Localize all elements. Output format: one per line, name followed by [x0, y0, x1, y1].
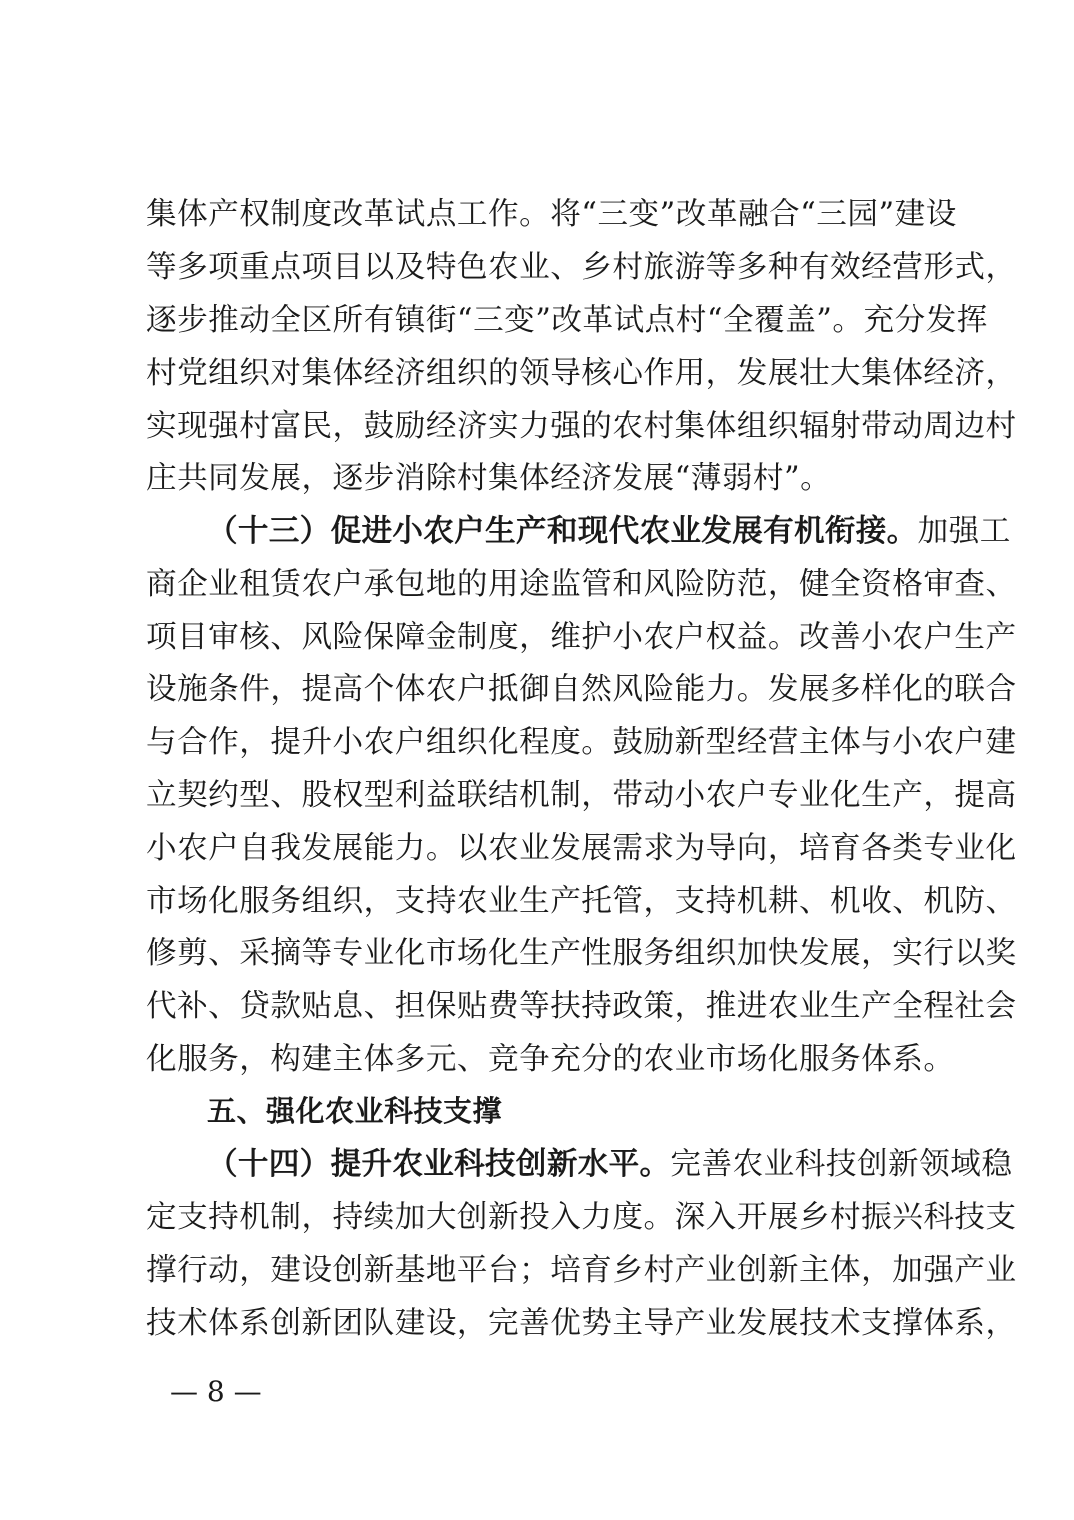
- page-number: — 8 —: [170, 1375, 262, 1408]
- text-line: 项目审核、风险保障金制度，维护小农户权益。改善小农户生产: [146, 620, 1017, 655]
- paragraph-14-first-rest: 完善农业科技创新领域稳: [670, 1147, 1013, 1182]
- text-line: 修剪、采摘等专业化市场化生产性服务组织加快发展，实行以奖: [146, 936, 1017, 971]
- text-line: 村党组织对集体经济组织的领导核心作用，发展壮大集体经济，: [146, 356, 1017, 391]
- text-line: 与合作，提升小农户组织化程度。鼓励新型经营主体与小农户建: [146, 725, 1017, 760]
- text-line: 技术体系创新团队建设，完善优势主导产业发展技术支撑体系，: [146, 1306, 1017, 1341]
- text-line: 代补、贷款贴息、担保贴费等扶持政策，推进农业生产全程社会: [146, 989, 1017, 1024]
- paragraph-14-first-line: [207, 1145, 1013, 1185]
- text-line: 定支持机制，持续加大创新投入力度。深入开展乡村振兴科技支: [146, 1200, 1017, 1235]
- text-line: 小农户自我发展能力。以农业发展需求为导向，培育各类专业化: [146, 831, 1017, 866]
- paragraph-13-first-rest: 加强工: [917, 514, 1011, 549]
- text-line: 立契约型、股权型利益联结机制，带动小农户专业化生产，提高: [146, 778, 1017, 813]
- text-line: 市场化服务组织，支持农业生产托管，支持机耕、机收、机防、: [146, 884, 1017, 919]
- section-heading: 五、强化农业科技支撑: [207, 1094, 503, 1128]
- paragraph-14-lead: （十四）提升农业科技创新水平。: [207, 1147, 671, 1182]
- text-line: 庄共同发展，逐步消除村集体经济发展“薄弱村”。: [146, 461, 832, 496]
- text-line: 等多项重点项目以及特色农业、乡村旅游等多种有效经营形式，: [146, 250, 1017, 285]
- text-line: 设施条件，提高个体农户抵御自然风险能力。发展多样化的联合: [146, 672, 1017, 707]
- paragraph-13-first-line: [207, 512, 1011, 552]
- text-line: 逐步推动全区所有镇街“三变”改革试点村“全覆盖”。充分发挥: [146, 303, 988, 338]
- text-line: 撑行动，建设创新基地平台；培育乡村产业创新主体，加强产业: [146, 1253, 1017, 1288]
- text-line: 化服务，构建主体多元、竞争充分的农业市场化服务体系。: [146, 1042, 955, 1077]
- text-line: 商企业租赁农户承包地的用途监管和风险防范，健全资格审查、: [146, 567, 1017, 602]
- paragraph-13-lead: （十三）促进小农户生产和现代农业发展有机衔接。: [207, 514, 918, 549]
- text-line: 实现强村富民，鼓励经济实力强的农村集体组织辐射带动周边村: [146, 409, 1017, 444]
- text-line: 集体产权制度改革试点工作。将“三变”改革融合“三园”建设: [146, 197, 957, 232]
